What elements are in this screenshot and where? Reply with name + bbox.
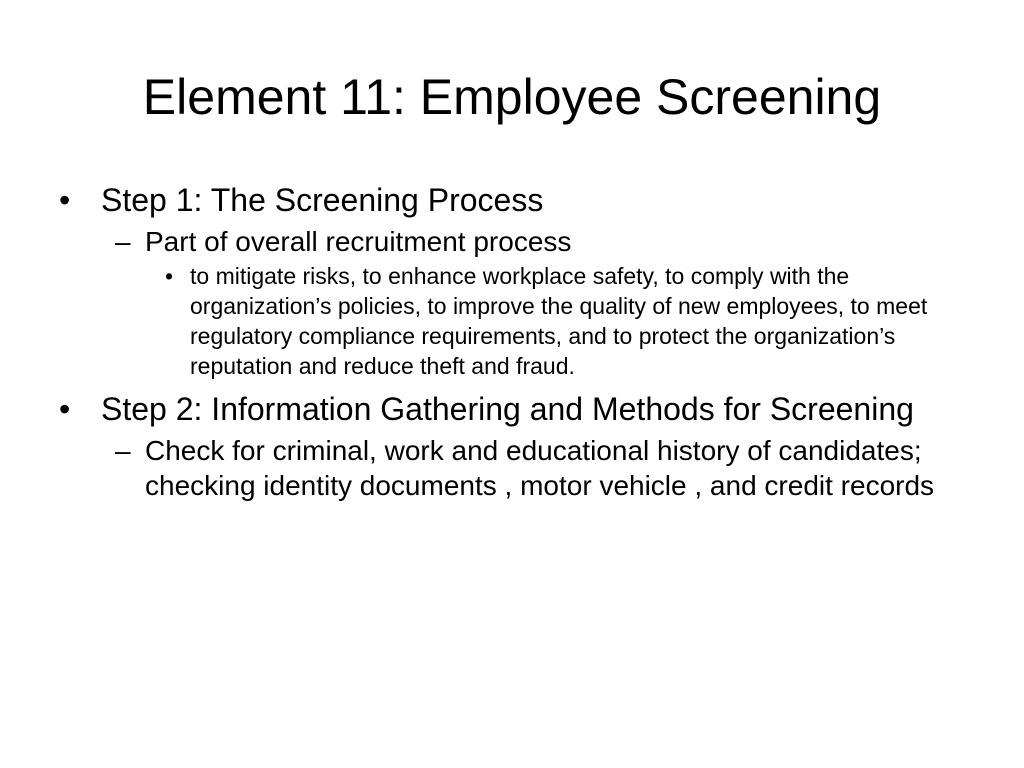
dash-icon: –: [115, 435, 131, 466]
dash-icon: –: [115, 226, 131, 257]
bullet-step-1: [55, 180, 955, 220]
sub-bullet-text: Check for criminal, work and educational history of candidates; checking identity documents , motor vehicle , and credit records: [145, 435, 935, 501]
sub-sub-bullet-purposes: [55, 261, 955, 381]
sub-bullet-text: Part of overall recruitment process: [145, 226, 572, 257]
bullet-icon: •: [165, 263, 174, 289]
bullet-text: Step 1: The Screening Process: [101, 182, 544, 218]
bullet-text: Step 2: Information Gathering and Methods for Screening: [101, 391, 914, 427]
bullet-icon: •: [59, 182, 71, 218]
sub-sub-bullet-text: to mitigate risks, to enhance workplace safety, to comply with the organization’s policies, to improve the quality of new employees, to meet regulatory compliance requirements, and to protect the organization’s reputation and reduce theft and fraud.: [190, 263, 928, 379]
slide-content: [55, 180, 955, 505]
sub-bullet-recruitment: [55, 224, 955, 259]
sub-bullet-checks: [55, 433, 955, 503]
bullet-icon: •: [59, 391, 71, 427]
slide-title: Element 11: Employee Screening: [142, 69, 882, 125]
bullet-step-2: [55, 389, 955, 429]
